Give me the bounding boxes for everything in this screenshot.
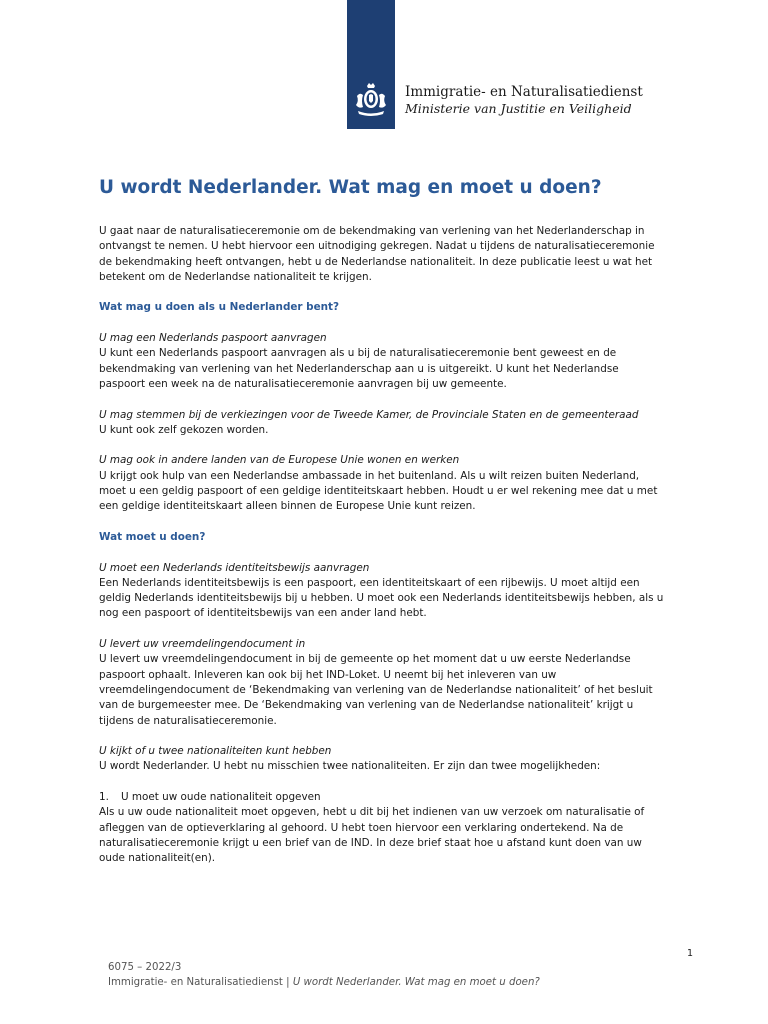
list-number: 1.	[99, 790, 109, 803]
rights-item-vote	[99, 408, 664, 439]
list-item-text: Als u uw oude nationaliteit moet opgeven, hebt u dit bij het indienen van uw verzoek om naturalisatie of afleggen van de optieverklaring al gehoord. U hebt toen hiervoor een verklaring ondertekend. Na de naturalisatieceremonie krijgt u een brief van de IND. In deze brief staat hoe u afstand kunt doen van uw oude nationaliteit(en).	[99, 806, 645, 865]
footer-line	[108, 975, 540, 990]
subheading: U kijkt of u twee nationaliteiten kunt hebben	[99, 745, 332, 758]
footer-org: Immigratie- en Naturalisatiedienst |	[108, 977, 293, 988]
organization-name	[405, 84, 643, 117]
duties-item-document	[99, 637, 664, 729]
subheading: U mag een Nederlands paspoort aanvragen	[99, 332, 327, 345]
footer-code: 6075 – 2022/3	[108, 962, 182, 973]
subheading: U mag stemmen bij de verkiezingen voor de Tweede Kamer, de Provinciale Staten en de gemeenteraad	[99, 408, 639, 421]
page-number: 1	[686, 948, 693, 959]
numbered-list-item	[99, 790, 664, 866]
list-title-text: U moet uw oude nationaliteit opgeven	[121, 790, 321, 803]
paragraph: U levert uw vreemdelingendocument in bij de gemeente op het moment dat u uw eerste Nederlandse paspoort ophaalt. Inleveren kan ook bij het IND-Loket. U neemt bij het inleveren van uw vreemdelingendocument de ‘Bekendmaking van verlening van de Nederlandse nationaliteit’ of het besluit van de burgemeester mee. De ‘Bekendmaking van verlening van de Nederlandse nationaliteit’ krijgt u tijdens de naturalisatieceremonie.	[99, 653, 653, 727]
paragraph: U krijgt ook hulp van een Nederlandse ambassade in het buitenland. Als u wilt reizen buiten Nederland, moet u een geldig paspoort of een geldige identiteitskaart hebben. Houdt u er wel rekening mee dat u met een geldige identiteitskaart alleen binnen de Europese Unie kunt reizen.	[99, 469, 658, 513]
paragraph: U kunt een Nederlands paspoort aanvragen als u bij de naturalisatieceremonie bent geweest en de bekendmaking van verlening van het Nederlanderschap aan u is uitgereikt. U kunt het Nederlandse paspoort een week na de naturalisatieceremonie aanvragen bij uw gemeente.	[99, 347, 619, 390]
section-heading-duties: Wat moet u doen?	[99, 530, 206, 543]
logo-banner	[347, 0, 395, 129]
rights-item-passport	[99, 331, 664, 392]
coat-of-arms-icon	[351, 80, 391, 120]
rights-item-eu	[99, 453, 664, 514]
intro-paragraph: U gaat naar de naturalisatieceremonie om de bekendmaking van verlening van het Nederlanderschap in ontvangst te nemen. U hebt hiervoor een uitnodiging gekregen. Nadat u tijdens de naturalisatieceremonie de bekendmaking heeft ontvangen, hebt u de Nederlandse nationaliteit. In deze publicatie leest u wat het betekent om de Nederlandse nationaliteit te krijgen.	[99, 225, 655, 283]
paragraph: Een Nederlands identiteitsbewijs is een paspoort, een identiteitskaart of een rijbewijs. U moet altijd een geldig Nederlands identiteitsbewijs bij u hebben. U moet ook een Nederlands identiteitsbewijs hebben, als u nog een paspoort of identiteitsbewijs van een ander land hebt.	[99, 576, 664, 620]
subheading: U moet een Nederlands identiteitsbewijs aanvragen	[99, 561, 370, 574]
page-footer	[108, 960, 540, 990]
footer-doc-title: U wordt Nederlander. Wat mag en moet u doen?	[292, 977, 540, 988]
list-item-title	[99, 790, 664, 805]
org-name-line1: Immigratie- en Naturalisatiedienst	[405, 84, 643, 100]
subheading: U mag ook in andere landen van de Europese Unie wonen en werken	[99, 454, 460, 467]
document-body	[99, 176, 664, 866]
paragraph: U kunt ook zelf gekozen worden.	[99, 423, 269, 436]
duties-item-nationality	[99, 744, 664, 775]
org-name-line2: Ministerie van Justitie en Veiligheid	[405, 101, 632, 116]
section-heading-rights: Wat mag u doen als u Nederlander bent?	[99, 301, 340, 314]
subheading: U levert uw vreemdelingendocument in	[99, 638, 306, 651]
duties-item-id	[99, 561, 664, 622]
page-title: U wordt Nederlander. Wat mag en moet u doen?	[99, 177, 602, 198]
paragraph: U wordt Nederlander. U hebt nu misschien twee nationaliteiten. Er zijn dan twee mogelijkheden:	[99, 760, 601, 773]
